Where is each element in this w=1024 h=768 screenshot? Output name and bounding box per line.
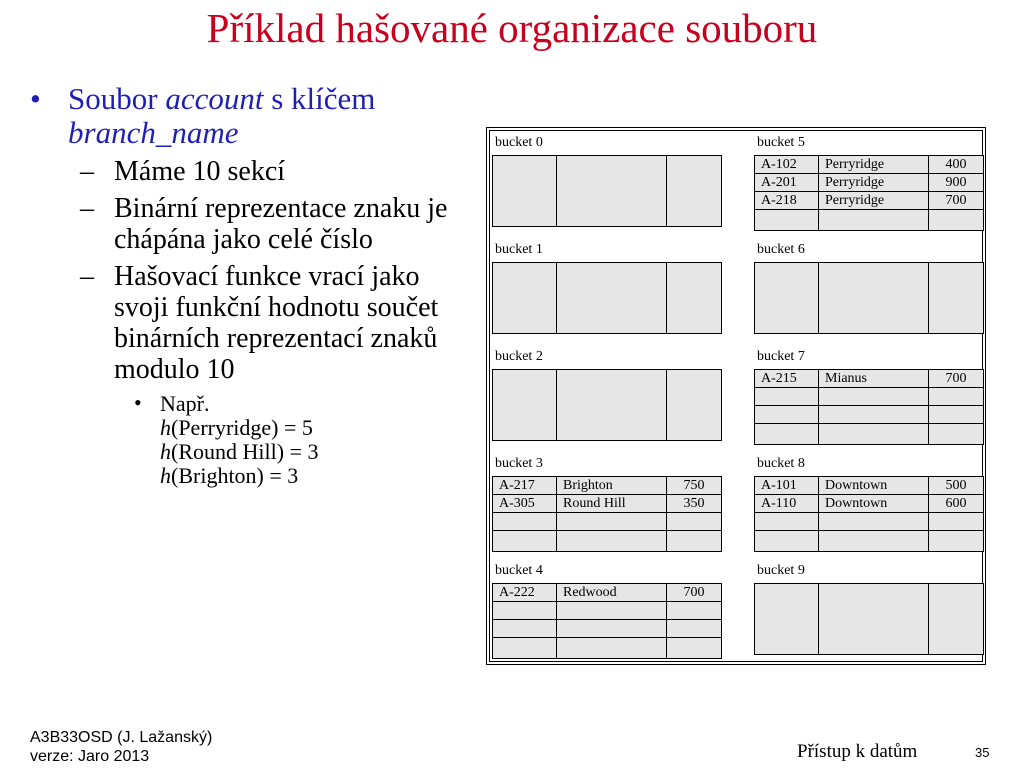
account-number-cell: A-222: [493, 584, 557, 602]
bullet-text: Soubor: [68, 81, 166, 116]
example-brighton: h(Brighton) = 3: [160, 463, 299, 488]
account-number-cell: [493, 602, 557, 620]
bucket-9: [754, 563, 985, 655]
bullet-em-account: account: [165, 81, 264, 116]
bucket-label: bucket 0: [495, 135, 543, 150]
account-number-cell: A-201: [755, 174, 819, 192]
branch-name-cell: [819, 388, 929, 406]
bucket-table: [754, 583, 984, 655]
balance-cell: 600: [929, 495, 984, 513]
branch-name-cell: Round Hill: [557, 495, 667, 513]
bucket-label: bucket 2: [495, 349, 543, 364]
account-number-cell: [493, 156, 557, 227]
balance-cell: 900: [929, 174, 984, 192]
branch-name-cell: Mianus: [819, 370, 929, 388]
account-number-cell: [493, 370, 557, 441]
bucket-row: [755, 192, 984, 210]
bucket-5: [754, 135, 985, 231]
bucket-table: [492, 155, 722, 227]
bullet-list: [30, 82, 475, 488]
account-number-cell: [493, 513, 557, 531]
bucket-row: [755, 156, 984, 174]
branch-name-cell: [819, 406, 929, 424]
bucket-row: [493, 477, 722, 495]
balance-cell: 500: [929, 477, 984, 495]
bucket-row: [755, 477, 984, 495]
bullet-mark: •: [30, 81, 41, 116]
branch-name-cell: [819, 513, 929, 531]
branch-name-cell: [557, 531, 667, 552]
branch-name-cell: [819, 424, 929, 445]
bucket-4: [492, 563, 723, 659]
balance-cell: [667, 602, 722, 620]
bullet-examples: [30, 392, 475, 488]
bucket-2: [492, 349, 723, 441]
balance-cell: 700: [667, 584, 722, 602]
example-round-hill: h(Round Hill) = 3: [160, 439, 319, 464]
bucket-row: [493, 495, 722, 513]
account-number-cell: [755, 406, 819, 424]
page-number: 35: [975, 745, 990, 760]
branch-name-cell: [557, 370, 667, 441]
bucket-row: [493, 602, 722, 620]
branch-name-cell: [557, 263, 667, 334]
account-number-cell: A-305: [493, 495, 557, 513]
bucket-row: [493, 156, 722, 227]
branch-name-cell: [819, 210, 929, 231]
dash-mark: –: [80, 156, 94, 187]
balance-cell: [667, 370, 722, 441]
account-number-cell: [755, 531, 819, 552]
account-number-cell: [755, 513, 819, 531]
bullet-text: Máme 10 sekcí: [114, 156, 286, 187]
example-perryridge: h(Perryridge) = 5: [160, 415, 313, 440]
branch-name-cell: [819, 263, 929, 334]
bucket-row: [755, 370, 984, 388]
balance-cell: [929, 513, 984, 531]
bucket-8: [754, 456, 985, 552]
dash-mark: –: [80, 261, 94, 292]
bullet-mark: •: [134, 390, 142, 415]
bucket-table: [754, 476, 984, 552]
bucket-table: [492, 583, 722, 659]
bucket-row: [755, 210, 984, 231]
bucket-table: [492, 369, 722, 441]
bucket-row: [493, 584, 722, 602]
balance-cell: [929, 424, 984, 445]
hash-buckets-figure: [486, 127, 986, 665]
footer-version: verze: Jaro 2013: [30, 748, 150, 765]
account-number-cell: A-215: [755, 370, 819, 388]
branch-name-cell: Brighton: [557, 477, 667, 495]
figure-inner-frame: [489, 130, 983, 662]
balance-cell: [929, 531, 984, 552]
bucket-row: [493, 513, 722, 531]
bucket-row: [755, 263, 984, 334]
bucket-6: [754, 242, 985, 334]
branch-name-cell: Redwood: [557, 584, 667, 602]
account-number-cell: A-110: [755, 495, 819, 513]
branch-name-cell: Perryridge: [819, 156, 929, 174]
function-h: h: [160, 415, 171, 440]
bucket-row: [755, 424, 984, 445]
account-number-cell: A-101: [755, 477, 819, 495]
bucket-table: [754, 262, 984, 334]
balance-cell: [667, 638, 722, 659]
footer-course-info: [30, 728, 212, 766]
branch-name-cell: Downtown: [819, 477, 929, 495]
bucket-table: [492, 262, 722, 334]
bullet-em-branch-name: branch_name: [68, 115, 239, 150]
balance-cell: 400: [929, 156, 984, 174]
function-h: h: [160, 463, 171, 488]
account-number-cell: [755, 424, 819, 445]
balance-cell: [929, 210, 984, 231]
account-number-cell: [493, 638, 557, 659]
bucket-row: [755, 174, 984, 192]
account-number-cell: [493, 620, 557, 638]
dash-mark: –: [80, 193, 94, 224]
function-h: h: [160, 439, 171, 464]
bucket-label: bucket 8: [757, 456, 805, 471]
bucket-row: [755, 584, 984, 655]
balance-cell: [667, 156, 722, 227]
branch-name-cell: [557, 602, 667, 620]
account-number-cell: A-102: [755, 156, 819, 174]
bullet-text: Hašovací funkce vrací jako svoji funkční hodnotu součet binárních reprezentací znaků modulo 10: [114, 261, 439, 385]
footer-course: A3B33OSD (J. Lažanský): [30, 729, 213, 746]
bucket-row: [755, 406, 984, 424]
balance-cell: 700: [929, 192, 984, 210]
balance-cell: [667, 531, 722, 552]
account-number-cell: [755, 584, 819, 655]
slide-title: Příklad hašované organizace souboru: [206, 5, 818, 51]
account-number-cell: [493, 531, 557, 552]
balance-cell: [929, 388, 984, 406]
account-number-cell: [755, 263, 819, 334]
bucket-row: [755, 513, 984, 531]
bullet-file-account: [30, 82, 475, 150]
bucket-row: [493, 638, 722, 659]
bucket-table: [492, 476, 722, 552]
bucket-table: [754, 369, 984, 445]
balance-cell: [929, 406, 984, 424]
bucket-label: bucket 4: [495, 563, 543, 578]
bullet-hash-function: [30, 261, 475, 385]
branch-name-cell: Perryridge: [819, 192, 929, 210]
bucket-0: [492, 135, 723, 227]
bullet-text-mid: s klíčem: [263, 81, 376, 116]
bucket-row: [493, 531, 722, 552]
account-number-cell: A-218: [755, 192, 819, 210]
account-number-cell: [755, 388, 819, 406]
bucket-row: [493, 620, 722, 638]
bucket-row: [755, 388, 984, 406]
bucket-3: [492, 456, 723, 552]
bucket-row: [755, 495, 984, 513]
bucket-row: [755, 531, 984, 552]
bucket-label: bucket 6: [757, 242, 805, 257]
branch-name-cell: Perryridge: [819, 174, 929, 192]
branch-name-cell: [819, 584, 929, 655]
branch-name-cell: [557, 638, 667, 659]
balance-cell: [929, 584, 984, 655]
branch-name-cell: [557, 156, 667, 227]
balance-cell: [667, 263, 722, 334]
bucket-row: [493, 263, 722, 334]
bullet-text: Binární reprezentace znaku je chápána jako celé číslo: [114, 193, 448, 255]
bullet-ten-sections: [30, 156, 475, 187]
balance-cell: 750: [667, 477, 722, 495]
bucket-table: [754, 155, 984, 231]
bucket-1: [492, 242, 723, 334]
bucket-label: bucket 9: [757, 563, 805, 578]
branch-name-cell: [819, 531, 929, 552]
branch-name-cell: [557, 513, 667, 531]
balance-cell: [667, 620, 722, 638]
balance-cell: [929, 263, 984, 334]
bucket-7: [754, 349, 985, 445]
balance-cell: [667, 513, 722, 531]
balance-cell: 350: [667, 495, 722, 513]
branch-name-cell: Downtown: [819, 495, 929, 513]
bullet-binary-representation: [30, 193, 475, 255]
bucket-row: [493, 370, 722, 441]
bucket-label: bucket 1: [495, 242, 543, 257]
account-number-cell: [755, 210, 819, 231]
branch-name-cell: [557, 620, 667, 638]
account-number-cell: A-217: [493, 477, 557, 495]
balance-cell: 700: [929, 370, 984, 388]
bucket-label: bucket 5: [757, 135, 805, 150]
footer-topic: Přístup k datům: [797, 741, 918, 762]
bucket-label: bucket 7: [757, 349, 805, 364]
account-number-cell: [493, 263, 557, 334]
bucket-label: bucket 3: [495, 456, 543, 471]
example-label: Např.: [160, 391, 210, 416]
